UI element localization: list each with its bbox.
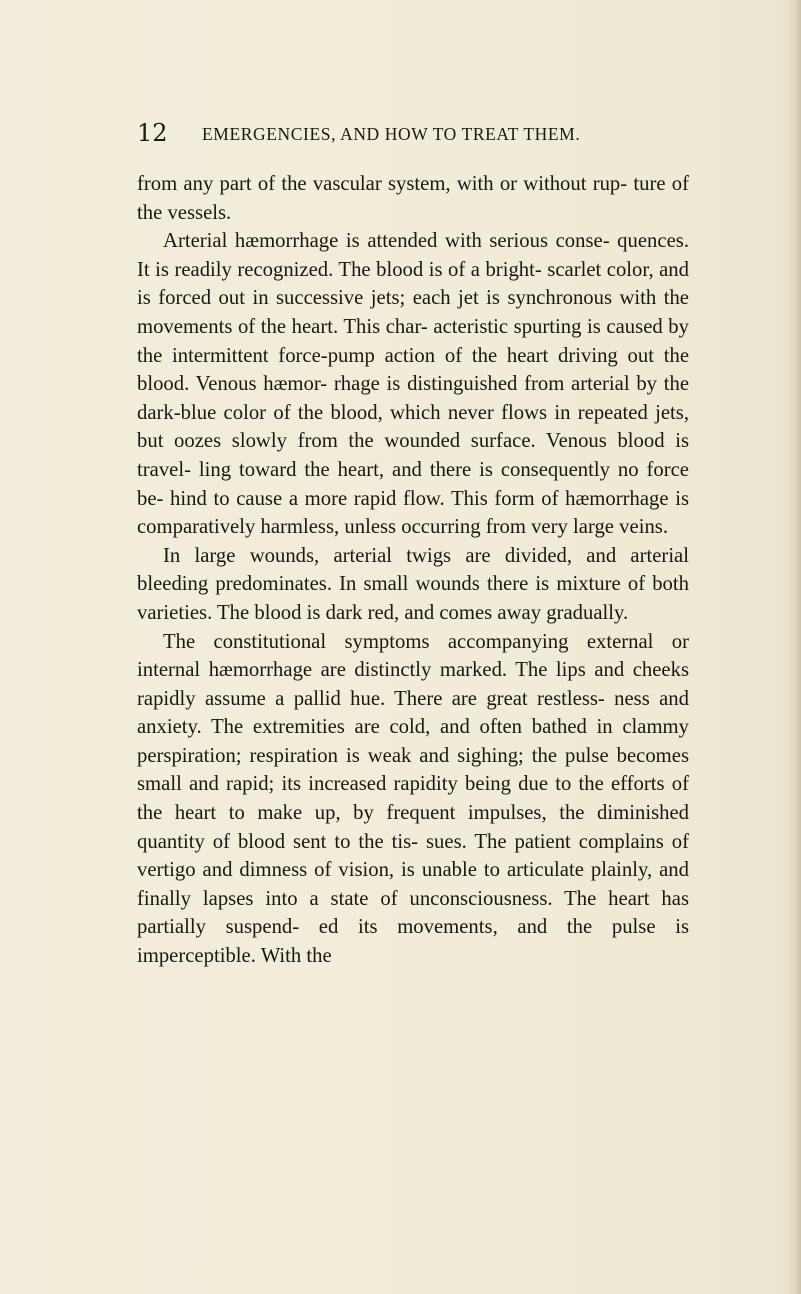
page-number: 12 bbox=[137, 119, 168, 147]
paragraph-continued: from any part of the vascular system, with or without rup- ture of the vessels. bbox=[137, 173, 689, 224]
paragraph-constitutional-symptoms: The constitutional symptoms accompanying external or internal hæmorrhage are distinctly marked. The lips and cheeks rapidly assume a pallid hue. There are great restless- ness and anxiety. The extremities are cold, and often bathed in clammy perspiration; respiration is weak and sighing; the pulse becomes small and rapid; its increased rapidity being due to the efforts of the heart to make up, by frequent impulses, the diminished quantity of blood sent to the tis- sues. The patient complains of vertigo and dimness of vision, is unable to articulate plainly, and finally lapses into a state of unconsciousness. The heart has partially suspend- ed its movements, and the pulse is imperceptible. With the bbox=[137, 630, 689, 968]
paragraph-large-wounds: In large wounds, arterial twigs are divided, and arterial bleeding predominates. In small wounds there is mixture of both varieties. The blood is dark red, and comes away gradually. bbox=[137, 544, 689, 624]
body-text bbox=[137, 170, 689, 971]
paragraph-arterial-haemorrhage: Arterial hæmorrhage is attended with serious conse- quences. It is readily recognized. The blood is of a bright- scarlet color, and is forced out in successive jets; each jet is synchronous with the movements of the heart. This char- acteristic spurting is caused by the intermittent force-pump action of the heart driving out the blood. Venous hæmor- rhage is distinguished from arterial by the dark-blue color of the blood, which never flows in repeated jets, but oozes slowly from the wounded surface. Venous blood is travel- ling toward the heart, and there is consequently no force be- hind to cause a more rapid flow. This form of hæmorrhage is comparatively harmless, unless occurring from very large veins. bbox=[137, 230, 689, 539]
page-edge-shadow bbox=[787, 0, 801, 1294]
page-header bbox=[137, 118, 689, 148]
running-title: EMERGENCIES, AND HOW TO TREAT THEM. bbox=[202, 124, 581, 144]
